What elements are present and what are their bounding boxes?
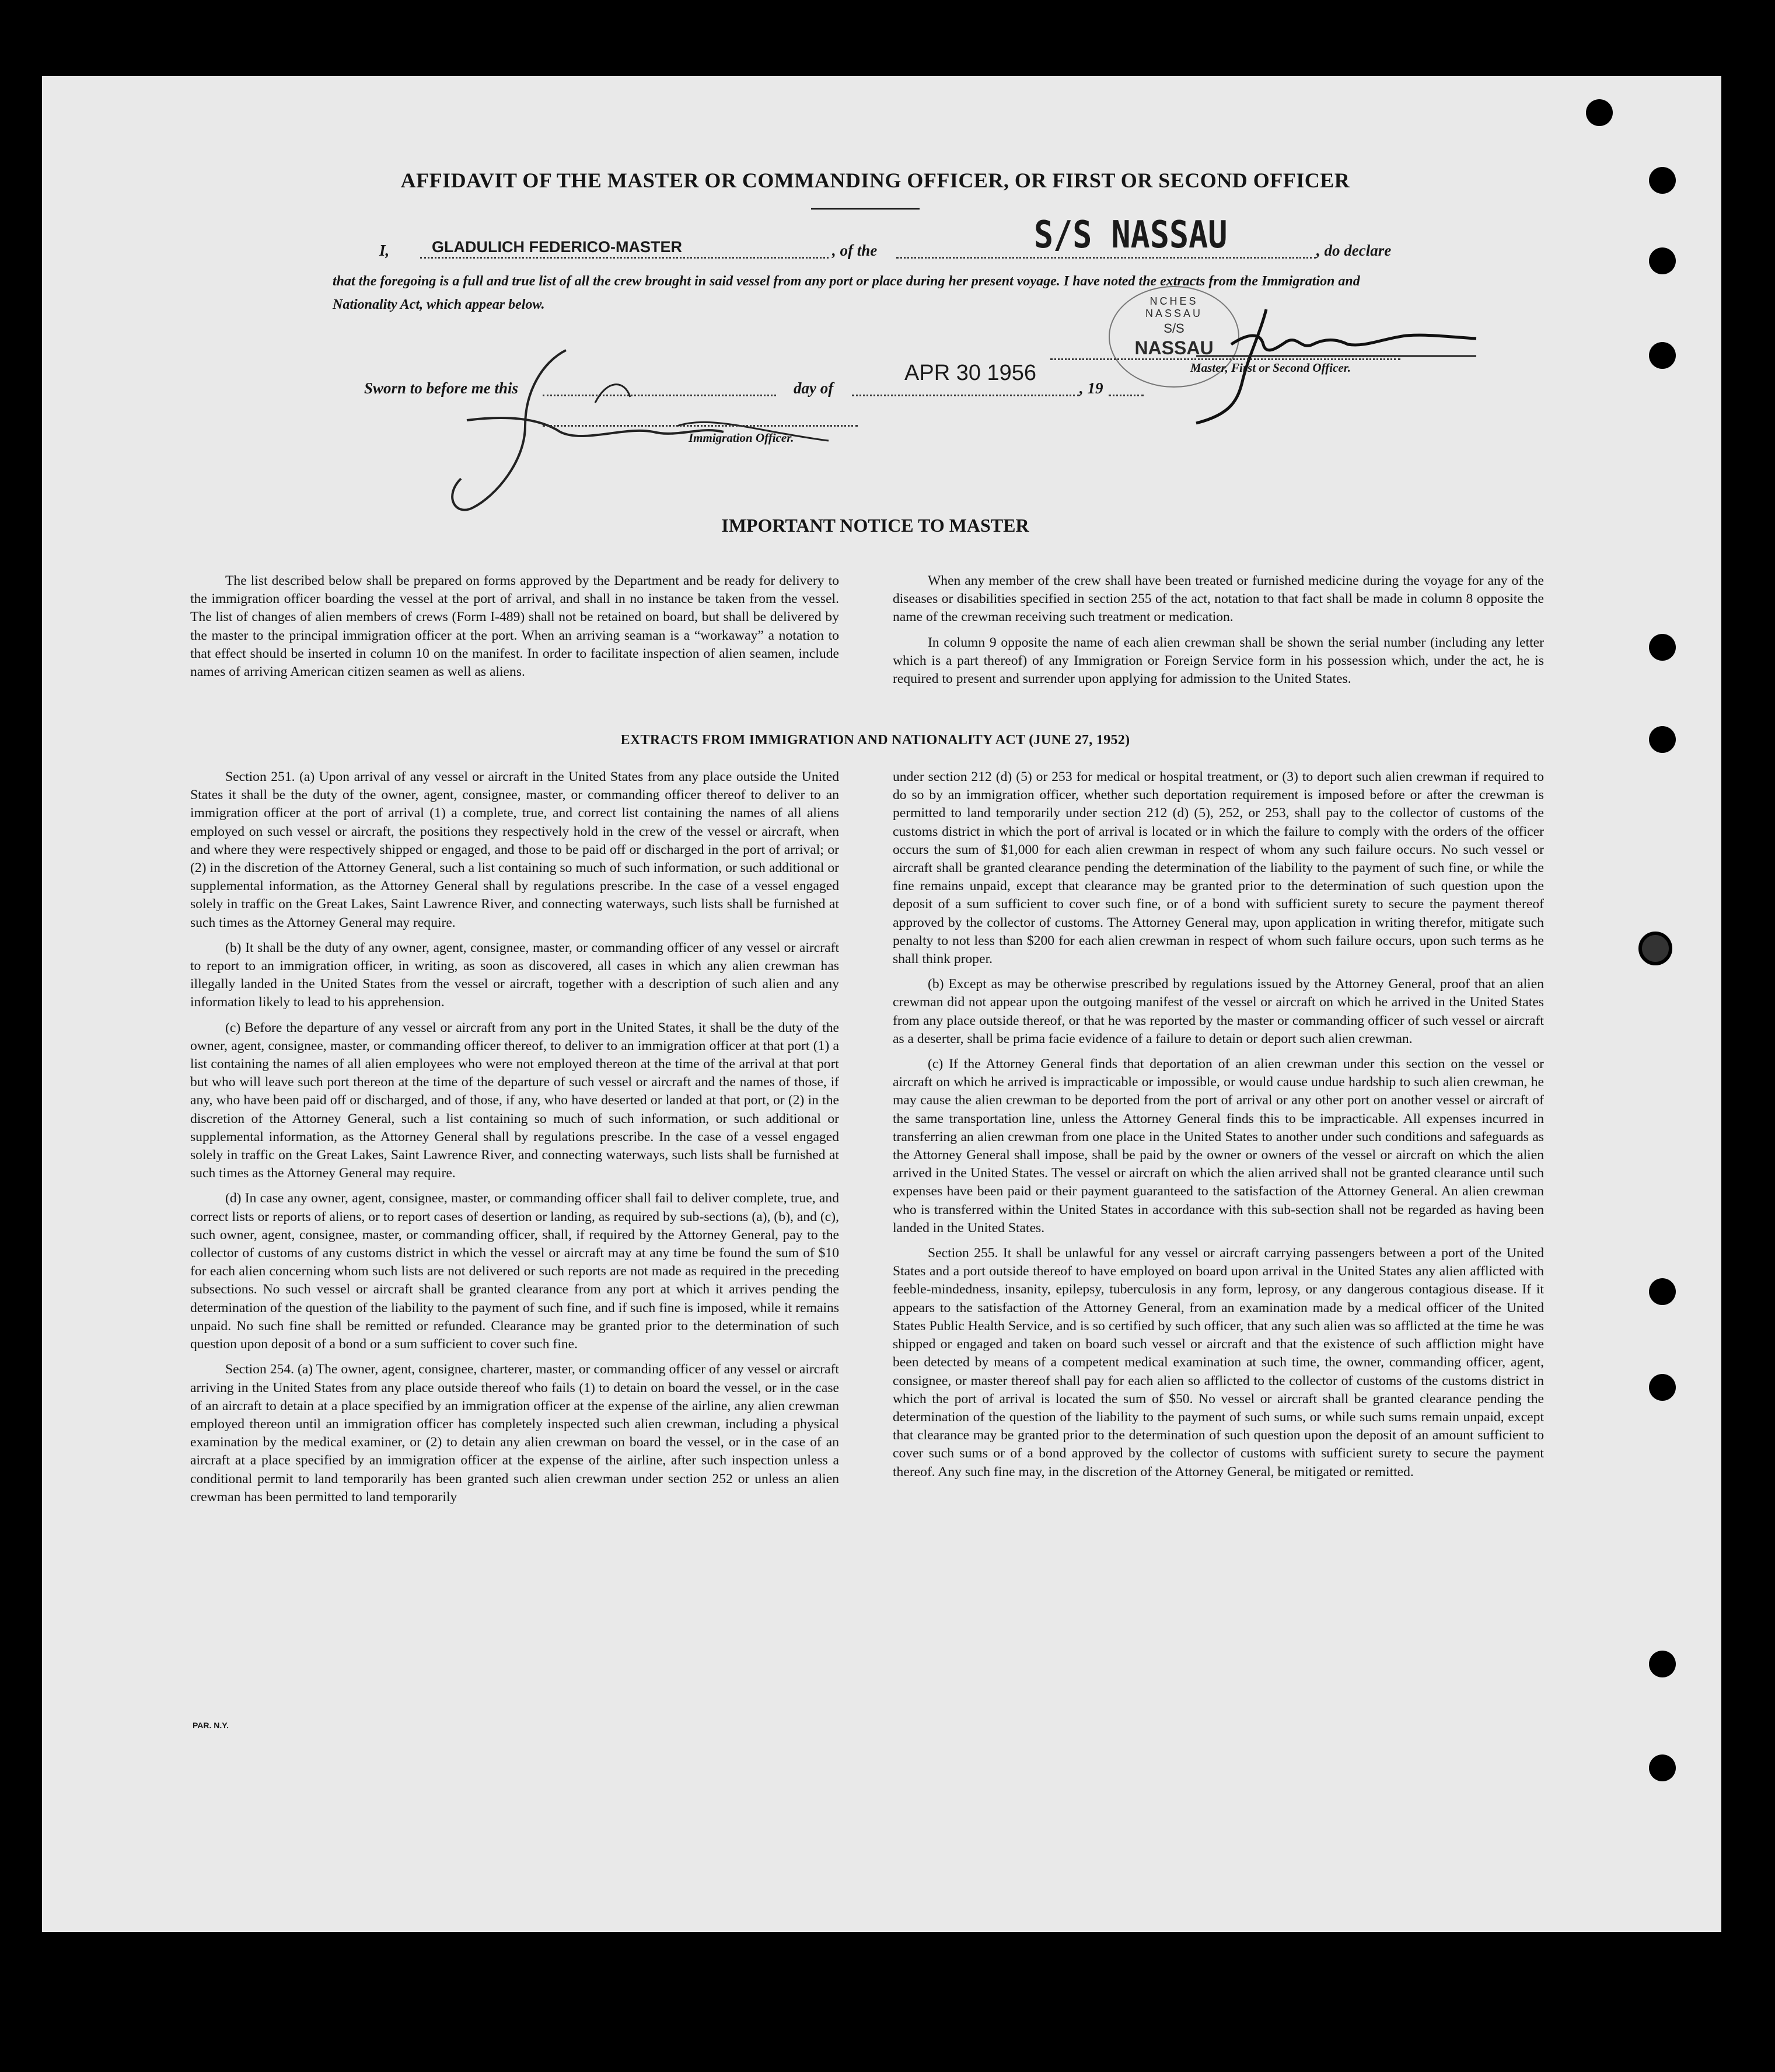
immigration-officer-line [543,425,858,427]
year-line [1109,395,1144,396]
affidavit-heading: AFFIDAVIT OF THE MASTER OR COMMANDING OFFICER, OR FIRST OR SECOND OFFICER [400,169,1350,192]
binder-hole [1649,634,1676,661]
binder-hole [1649,1374,1676,1401]
notice-right-paragraph-2: In column 9 opposite the name of each alien crewman shall be shown the serial number (including any letter which is a part thereof) of any Immigration or Foreign Service form in his possession which, under the act, he is required to present and surrender upon applying for admission to the United States. [893,634,1544,687]
vessel-name: S/S NASSAU [1034,214,1228,257]
extract-paragraph: Section 251. (a) Upon arrival of any vessel or aircraft in the United States from any place outside the United States it shall be the duty of the owner, agent, consignee, master, or commanding officer thereof to deliver to an immigration officer at the port of arrival (1) a complete, true, and correct list containing the names of all aliens employed on such vessel or aircraft, the positions they respectively hold in the crew of the vessel or aircraft, when and where they were respectively shipped or engaged, and those to be paid off or discharged in the port of arrival; or (2) in the discretion of the Attorney General, such a list containing so much of such information, or such additional or supplemental information, as the Attorney General shall by regulations prescribe. In the case of a vessel engaged solely in traffic on the Great Lakes, Saint Lawrence River, and connecting waterways, such lists shall be furnished at such times as the Attorney General may require. [190,769,839,930]
declaration-text: that the foregoing is a full and true list of all the crew brought in said vessel from any port or place during her present voyage. I have noted the extracts from the Immigration and Nationality Act, which appear below. [333,274,1360,312]
sworn-label: Sworn to before me this [364,379,519,397]
notice-left-paragraph: The list described below shall be prepared on forms approved by the Department and be ready for delivery to the immigration officer boarding the vessel at the port of arrival, and shall in no instance be taken from the vessel. The list of changes of alien members of crews (Form I-489) shall not be retained on board, but shall be delivered by the master to the principal immigration officer at the port. When an arriving seaman is a “workaway” a notation to that effect should be inserted in column 10 on the manifest. In order to facilitate inspection of alien seamen, include names of arriving American citizen seamen as well as aliens. [190,573,839,680]
binder-hole [1649,1278,1676,1305]
binder-hole [1586,99,1613,126]
extract-paragraph: (d) In case any owner, agent, consignee, master, or commanding officer shall fail to deliver complete, true, and correct lists or reports of aliens, or to report cases of desertion or landing, as required by sub-sections (a), (b), and (c), such owner, agent, consignee, master, or commanding officer, shall, if required by the Attorney General, pay to the collector of customs of any customs district in which the vessel or aircraft may at any time be found the sum of $10 for each alien concerning whom such lists are not delivered or such reports are not made as required in the preceding subsections. No such vessel or aircraft shall be granted clearance from any port at which it arrives pending the determination of the question of the liability to the payment of such fine, and if such fine is imposed, while it remains unpaid. No such fine shall be remitted or refunded. Clearance may be granted prior to the determination of such question upon deposit of a bond or a sum sufficient to cover such fine. [190,1191,839,1352]
binder-hole [1638,932,1672,965]
binder-hole [1649,167,1676,194]
heading-rule [811,208,920,210]
extract-paragraph: (b) Except as may be otherwise prescribed by regulations issued by the Attorney General, proof that an alien crewman did not appear upon the outgoing manifest of the vessel or aircraft on which he arrived in the United States from any place outside thereof, or that he was reported by the master or commanding officer of such vessel or aircraft as a deserter, shall be prima facie evidence of a failure to detain or deport such alien crewman. [893,976,1544,1047]
year-label: , 19 [1079,379,1103,397]
notice-right-paragraph-1: When any member of the crew shall have been treated or furnished medicine during the voyage for any of the diseases or disabilities specified in section 255 of the act, notation to that fact shall be made in column 8 opposite the name of the crewman receiving such treatment or medication. [893,573,1544,625]
vessel-name-line [896,257,1316,259]
extracts-right-column [893,768,1544,1488]
officer-signature-line [1050,358,1400,360]
i-label: I, [379,242,390,259]
date-stamp: APR 30 1956 [904,361,1037,385]
officer-caption: Master, First or Second Officer. [1190,361,1351,375]
stamp-line2: NASSAU [1134,337,1214,358]
immigration-officer-signature [350,344,887,519]
extract-paragraph: (c) Before the departure of any vessel or aircraft from any port in the United States, it shall be the duty of the owner, agent, consignee, master, or commanding officer thereof, to deliver to an immigration officer at that port (1) a list containing the names of all alien employees who were not employed thereon at the time of the arrival at that port but who will leave such port thereon at the time of the departure of such vessel or aircraft and the names of those, if any, who have been paid off or discharged, and of those, if any, who have deserted or landed at that port, or (2) in the discretion of the Attorney General, such a list containing so much of such information, or such additional or supplemental information, as the Attorney General shall by regulations prescribe. In the case of a vessel engaged solely in traffic on the Great Lakes, Saint Lawrence River, and connecting waterways, such lists shall be furnished at such times as the Attorney General may require. [190,1020,839,1181]
binder-hole [1649,1754,1676,1781]
stamp-line1: S/S [1163,321,1185,336]
of-the-label: , of the [832,242,878,259]
extract-paragraph: (c) If the Attorney General finds that deportation of an alien crewman under this section on the vessel or aircraft on which he arrived is impracticable or impossible, or would cause undue hardship to such alien crewman, he may cause the alien crewman to be deported from the port of arrival or any other port on another vessel or aircraft of the same transportation line, unless the Attorney General finds this to be impracticable. All expenses incurred in transferring an alien crewman from one place in the United States to another under such conditions and safeguards as the Attorney General shall impose, shall be paid by the owner or owners of the vessel or aircraft on which the alien arrived in the United States. The vessel or aircraft on which the alien arrived shall not be granted clearance until such expenses have been paid or their payment guaranteed to the satisfaction of the Attorney General. An alien crewman who is transferred within the United States in accordance with this sub-section shall not be regarded as having been landed in the United States. [893,1056,1544,1236]
notice-left-column [190,572,839,688]
extract-paragraph: Section 254. (a) The owner, agent, consignee, charterer, master, or commanding officer of any vessel or aircraft arriving in the United States from any place outside thereof who fails (1) to detain on board the vessel, or in the case of an aircraft to detain at a place specified by an immigration officer at the expense of the airline, any alien crewman employed thereon until an immigration officer has completely inspected such alien crewman, including a physical examination by the medical examiner, or (2) to detain any alien crewman on board the vessel, or in the case of an aircraft at a place specified by an immigration officer at the expense of the airline, after such inspection unless a conditional permit to land temporarily has been granted such alien crewman under section 252 or unless an alien crewman has been permitted to land temporarily [190,1362,839,1505]
notice-right-column [893,572,1544,695]
binder-hole [1649,342,1676,369]
stamp-ring-text: NCHES NASSAU [1145,295,1203,319]
binder-hole [1649,247,1676,274]
extract-paragraph: under section 212 (d) (5) or 253 for medical or hospital treatment, or (3) to deport such alien crewman if required to do so by an immigration officer, whether such deportation requirement is imposed before or after the crewman is permitted to land temporarily under section 212 (d) (5), 252, or 253, shall pay to the collector of customs of the customs district in which the port of arrival is located or in which the failure to comply with the orders of the officer occurs the sum of $1,000 for each alien crewman in respect of whom any such failure occurs. No such vessel or aircraft shall be granted clearance pending the determination of the liability to the payment of such fine, or while the fine remains unpaid, except that clearance may be granted prior to the determination of such question upon the deposit of a sum sufficient to cover such fine, or of a bond with sufficient surety to secure the payment thereof approved by the collector of customs. The Attorney General may, upon application in writing therefor, mitigate such penalty to not less than $200 for each alien crewman in respect of whom such failure occurs, upon such terms as he shall think proper. [893,769,1544,967]
master-name: GLADULICH FEDERICO-MASTER [432,238,682,256]
binder-hole [1649,726,1676,753]
do-declare-label: , do declare [1316,242,1392,259]
immigration-officer-label: Immigration Officer. [689,431,794,445]
day-of-label: day of [794,379,834,397]
extracts-left-column [190,768,839,1513]
binder-hole [1649,1651,1676,1677]
printer-mark: PAR. N.Y. [193,1721,229,1730]
extract-paragraph: Section 255. It shall be unlawful for any vessel or aircraft carrying passengers between a port of the United States and a port outside thereof to have employed on board upon arrival in the United States any alien afflicted with feeble-mindedness, insanity, epilepsy, tuberculosis in any form, leprosy, or any dangerous contagious disease. If it appears to the satisfaction of the Attorney General, from an examination made by a medical officer of the United States Public Health Service, and is so certified by such officer, that any such alien was so afflicted at the time he was shipped or engaged and taken on board such vessel or aircraft and that the existence of such affliction might have been detected by means of a competent medical examination at such time, the owner, commanding officer, agent, consignee, or master thereof shall pay for each alien so afflicted to the collector of customs of the customs district in which the port of arrival is located the sum of $50. No vessel or aircraft shall be granted clearance pending the determination of the question of the liability to the payment of such sums, or while such sums remain unpaid, except that clearance may be granted prior to the determination of such question upon the deposit of an amount sufficient to cover such sums or of a bond approved by the collector of customs with sufficient surety to secure the payment thereof. Any such fine may, in the discretion of the Attorney General, be mitigated or remitted. [893,1246,1544,1480]
notice-title: IMPORTANT NOTICE TO MASTER [721,515,1029,536]
extract-paragraph: (b) It shall be the duty of any owner, agent, consignee, master, or commanding officer of any vessel or aircraft to report to an immigration officer, in writing, as soon as discovered, all cases in which any alien crewman has illegally landed in the United States from the vessel or aircraft, together with a description of such alien and any information likely to lead to his apprehension. [190,940,839,1010]
extracts-title: EXTRACTS FROM IMMIGRATION AND NATIONALITY ACT (JUNE 27, 1952) [620,732,1130,748]
master-name-line [420,257,829,259]
